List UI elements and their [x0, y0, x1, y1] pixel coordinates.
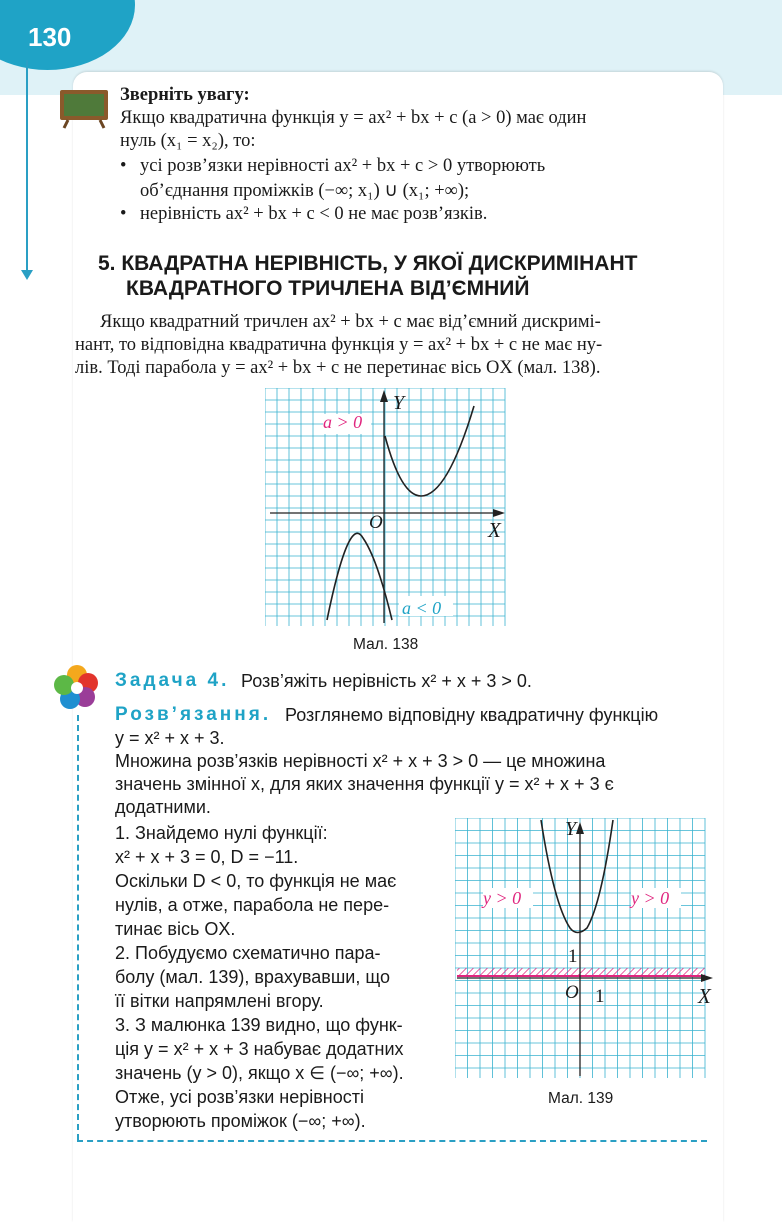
hatched-band [457, 968, 705, 976]
parabola [541, 820, 613, 933]
section-heading-line-1: 5. КВАДРАТНА НЕРІВНІСТЬ, У ЯКОЇ ДИСКРИМІНАНТ [98, 252, 638, 275]
fig138-caption: Мал. 138 [353, 636, 419, 653]
step3-line-e: утворюють проміжок (−∞; +∞). [115, 1111, 366, 1131]
y-axis-arrow-icon [576, 822, 584, 834]
note-line-1: Якщо квадратична функція y = ax² + bx + c (a > 0) має один [120, 108, 587, 128]
solution-line-4: значень змінної x, для яких значення функції y = x² + x + 3 є [115, 774, 614, 794]
step2-line-c: її вітки напрямлені вгору. [115, 991, 324, 1011]
step1-line-a: 1. Знайдемо нулі функції: [115, 823, 328, 843]
fig139-origin: O [565, 982, 579, 1003]
step1-line-e: тинає вісь OX. [115, 919, 236, 939]
solution-frame-bottom [77, 1140, 707, 1142]
task-label: Задача 4. [115, 670, 230, 691]
fig139-tick-one-y: 1 [568, 946, 578, 967]
parabola-up [385, 406, 474, 496]
solution-line-3: Множина розв’язків нерівності x² + x + 3 > 0 — це множина [115, 751, 606, 771]
margin-line [26, 60, 28, 272]
section-heading-line-2: КВАДРАТНОГО ТРИЧЛЕНА ВІД’ЄМНИЙ [126, 277, 530, 300]
fig139-axis-x: X [698, 984, 711, 1008]
x-axis-arrow-icon [493, 509, 505, 517]
section-paragraph-line-2: нант, то відповідна квадратична функція y = ax² + bx + c не має ну- [75, 335, 603, 355]
x-axis-arrow-icon [701, 974, 713, 982]
page-number: 130 [28, 22, 72, 52]
chalkboard-icon [58, 86, 112, 130]
fig139-caption: Мал. 139 [548, 1090, 614, 1107]
solution-line-1: Розглянемо відповідну квадратичну функцію [285, 705, 659, 725]
fig138-origin: O [369, 512, 383, 533]
figure-139 [455, 818, 717, 1080]
fig138-axis-x: X [488, 518, 501, 542]
fig139-tick-one-x: 1 [595, 986, 605, 1007]
solution-frame-left [77, 715, 79, 1140]
step1-line-c: Оскільки D < 0, то функція не має [115, 871, 397, 891]
fig139-axis-y: Y [565, 818, 577, 840]
solution-line-2: y = x² + x + 3. [115, 728, 225, 748]
fig139-label-left: y > 0 [483, 888, 522, 908]
section-paragraph-line-1: Якщо квадратний тричлен ax² + bx + c має від’ємний дискримі- [100, 312, 601, 332]
step3-line-d: Отже, усі розв’язки нерівності [115, 1087, 364, 1107]
task-text: Розв’яжіть нерівність x² + x + 3 > 0. [241, 671, 532, 691]
solution-line-5: додатними. [115, 797, 211, 817]
step3-line-b: ція y = x² + x + 3 набуває додатних [115, 1039, 404, 1059]
step3-line-a: 3. З малюнка 139 видно, що функ- [115, 1015, 403, 1035]
step3-line-c: значень (y > 0), якщо x ∈ (−∞; +∞). [115, 1063, 404, 1083]
note-bullet-2: нерівність ax² + bx + c < 0 не має розв’язків. [140, 204, 488, 224]
note-bullet-1-line-1: усі розв’язки нерівності ax² + bx + c > 0 утворюють [140, 156, 546, 176]
fig138-label-a-negative: a < 0 [402, 598, 442, 618]
step2-line-a: 2. Побудуємо схематично пара- [115, 943, 381, 963]
bullet-symbol: • [120, 156, 127, 176]
figure-138 [265, 388, 510, 628]
step2-line-b: болу (мал. 139), врахувавши, що [115, 967, 390, 987]
y-axis-arrow-icon [380, 390, 388, 402]
note-line-2: нуль (x₁ = x₂), то: [120, 131, 256, 151]
note-bullet-1-line-2: об’єднання проміжків (−∞; x₁) ∪ (x₁; +∞); [140, 181, 470, 201]
note-title: Зверніть увагу: [120, 85, 250, 105]
section-paragraph-line-3: лів. Тоді парабола y = ax² + bx + c не перетинає вісь OX (мал. 138). [75, 358, 601, 378]
flower-icon [52, 662, 102, 712]
bullet-symbol: • [120, 204, 127, 224]
fig139-label-right: y > 0 [631, 888, 670, 908]
step1-line-b: x² + x + 3 = 0, D = −11. [115, 847, 299, 867]
fig138-axis-y: Y [393, 392, 405, 414]
step1-line-d: нулів, а отже, парабола не пере- [115, 895, 390, 915]
fig138-label-a-positive: a > 0 [323, 412, 363, 432]
margin-arrow-icon [21, 270, 33, 280]
solution-label: Розв’язання. [115, 704, 272, 725]
